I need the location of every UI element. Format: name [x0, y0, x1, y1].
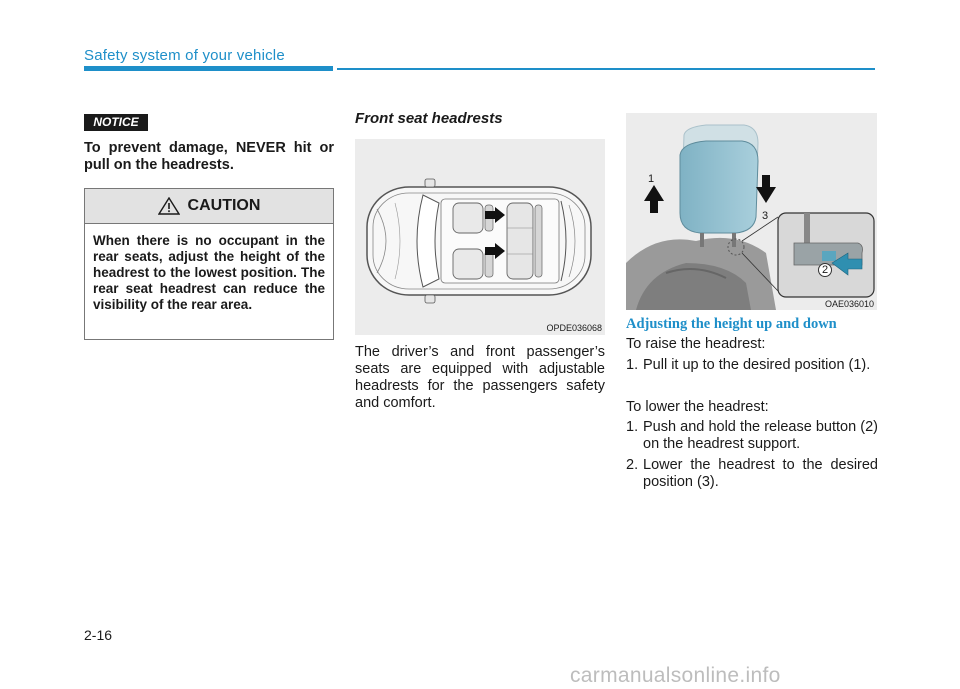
lower-steps-list: [626, 419, 878, 491]
headrest-adjust-figure: [626, 113, 877, 310]
caution-header: [85, 189, 333, 224]
raise-intro: To raise the headrest:: [626, 336, 766, 352]
notice-text: To prevent damage, NEVER hit or pull on the headrests.: [84, 140, 334, 173]
list-item-text: Push and hold the release button (2) on the headrest support.: [643, 419, 878, 452]
list-item: [626, 457, 878, 491]
page-number: 2-16: [84, 627, 113, 643]
car-top-view-illustration: [355, 139, 605, 335]
list-item: [626, 357, 878, 374]
header-rule: [337, 68, 875, 70]
watermark: carmanualsonline.info: [570, 664, 781, 687]
list-item: [626, 419, 878, 453]
raise-steps-list: [626, 357, 878, 374]
caution-box: [84, 188, 334, 340]
notice-badge: NOTICE: [84, 114, 148, 131]
callout-3: 3: [762, 210, 769, 222]
caution-label: CAUTION: [187, 197, 261, 214]
adjusting-height-title: Adjusting the height up and down: [626, 316, 837, 332]
callout-2: 2: [818, 263, 832, 277]
figure-code: OAE036010: [824, 299, 874, 309]
list-item-text: Lower the headrest to the desired position (3).: [643, 457, 878, 490]
list-item-text: Pull it up to the desired position (1).: [643, 357, 871, 373]
header-accent-bar: [84, 66, 333, 71]
figure-code: OPDE036068: [546, 323, 602, 333]
section-header-title: Safety system of your vehicle: [84, 47, 285, 64]
caution-text: When there is no occupant in the rear seats, adjust the height of the headrest to the lowest position. The rear seat headrest can reduce the visibility of the rear area.: [93, 233, 325, 312]
front-seat-headrests-title: Front seat headrests: [355, 110, 503, 127]
lower-intro: To lower the headrest:: [626, 399, 769, 415]
callout-1: 1: [648, 173, 655, 185]
car-top-view-figure: [355, 139, 605, 335]
front-seat-paragraph: The driver’s and front passenger’s seats are equipped with adjustable headrests for the passengers safety and comfort.: [355, 344, 605, 411]
list-item-number: 1.: [626, 357, 639, 373]
headrest-illustration: [626, 113, 877, 310]
list-item-number: 1.: [626, 419, 639, 435]
list-item-number: 2.: [626, 457, 639, 473]
warning-triangle-icon: [158, 197, 180, 215]
